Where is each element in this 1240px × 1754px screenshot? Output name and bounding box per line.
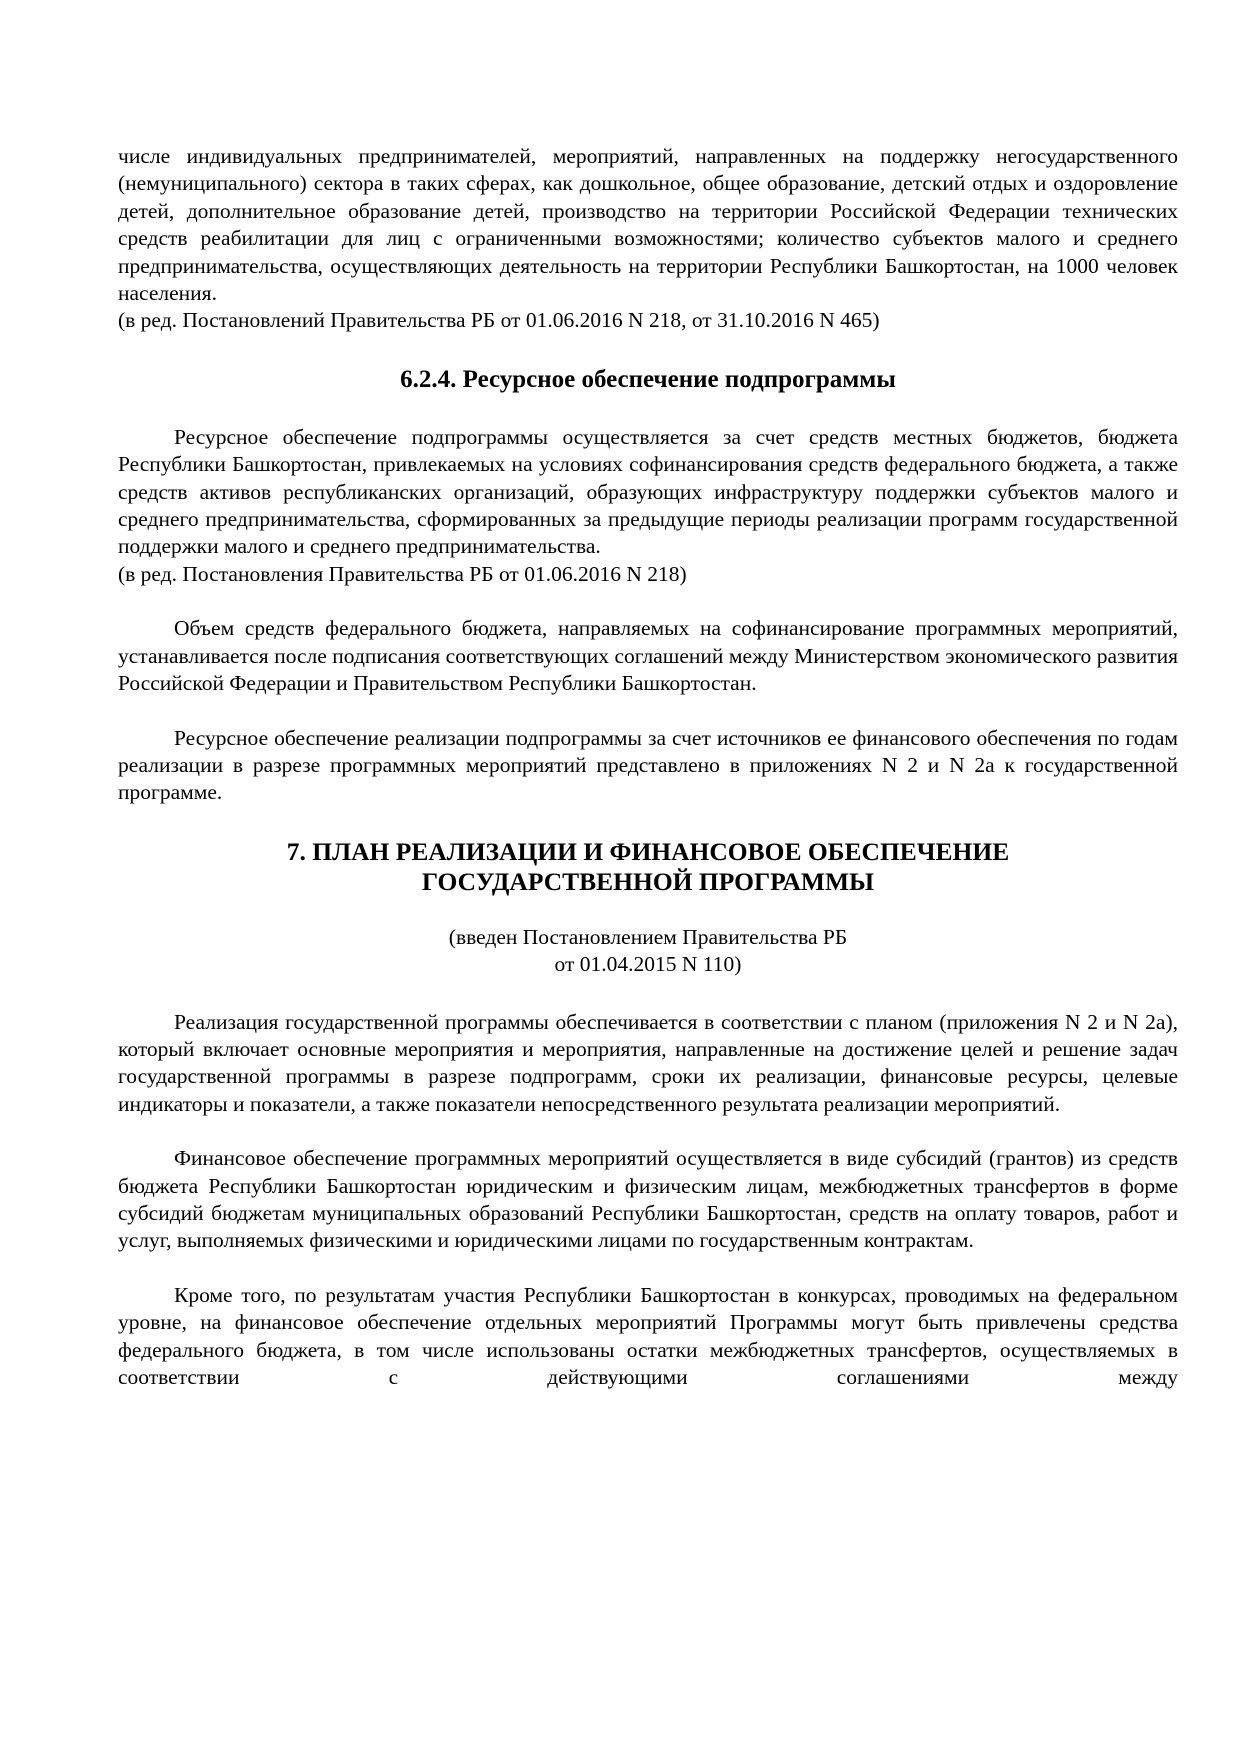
paragraph: Ресурсное обеспечение подпрограммы осуществляется за счет средств местных бюджетов, бюджета Республики Башкортостан, привлекаемых на условиях софинансирования средств федерального бюджета, а также средств активов республиканских организаций, образующих инфраструктуру поддержки субъектов малого и среднего предпринимательства, сформированных за предыдущие периоды реализации программ государственной поддержки малого и среднего предпринимательства. (118, 424, 1178, 559)
amendment-note: (в ред. Постановлений Правительства РБ от 01.06.2016 N 218, от 31.10.2016 N 465) (118, 308, 880, 333)
paragraph: Ресурсное обеспечение реализации подпрограммы за счет источников ее финансового обеспечения по годам реализации в разрезе программных мероприятий представлено в приложениях N 2 и N 2а к государственной программе. (118, 725, 1178, 805)
paragraph: Объем средств федерального бюджета, направляемых на софинансирование программных мероприятий, устанавливается после подписания соответствующих соглашений между Министерством экономического развития Российской Федерации и Правительством Республики Башкортостан. (118, 616, 1178, 696)
spacer (118, 335, 1178, 365)
spacer (118, 897, 1178, 924)
spacer (118, 1118, 1178, 1145)
introduced-note (118, 924, 1178, 979)
intro-paragraph: числе индивидуальных предпринимателей, мероприятий, направленных на поддержку негосударственного (немуниципального) сектора в таких сферах, как дошкольное, общее образование, детский отдых и оздоровление детей, дополнительное образование детей, производство на территории Российской Федерации технических средств реабилитации для лиц с ограниченными возможностями; количество субъектов малого и среднего предпринимательства, осуществляющих деятельность на территории Республики Башкортостан, на 1000 человек населения. (118, 144, 1178, 306)
paragraph: Финансовое обеспечение программных мероприятий осуществляется в виде субсидий (грантов) из средств бюджета Республики Башкортостан юридическим и физическим лицам, межбюджетных трансфертов в форме субсидий бюджетам муниципальных образований Республики Башкортостан, средств на оплату товаров, работ и услуг, выполняемых физическими и юридическими лицами по государственным контрактам. (118, 1146, 1178, 1253)
spacer (118, 588, 1178, 615)
section-heading-7-line-2: ГОСУДАРСТВЕННОЙ ПРОГРАММЫ (421, 866, 875, 896)
section-heading-7-line-1: 7. ПЛАН РЕАЛИЗАЦИИ И ФИНАНСОВОЕ ОБЕСПЕЧЕНИЕ (286, 836, 1010, 866)
spacer (118, 807, 1178, 837)
spacer (118, 698, 1178, 725)
spacer (118, 1255, 1178, 1282)
section-heading-7 (118, 837, 1178, 897)
paragraph: Реализация государственной программы обеспечивается в соответствии с планом (приложения N 2 и N 2а), который включает основные мероприятия и мероприятия, направленные на достижение целей и решение задач государственной программы в разрезе подпрограмм, сроки их реализации, финансовые ресурсы, целевые индикаторы и показатели, а также показатели непосредственного результата реализации мероприятий. (118, 1009, 1178, 1116)
paragraph: Кроме того, по результатам участия Республики Башкортостан в конкурсах, проводимых на федеральном уровне, на финансовое обеспечение отдельных мероприятий Программы могут быть привлечены средства федерального бюджета, в том числе использованы остатки межбюджетных трансфертов, осуществляемых в соответствии с действующими соглашениями между (118, 1282, 1178, 1389)
amendment-note: (в ред. Постановления Правительства РБ от 01.06.2016 N 218) (118, 561, 687, 586)
spacer (118, 395, 1178, 424)
introduced-note-line-1: (введен Постановлением Правительства РБ (448, 924, 848, 949)
spacer (118, 979, 1178, 1009)
section-heading-6-2-4: 6.2.4. Ресурсное обеспечение подпрограммы (400, 365, 896, 393)
introduced-note-line-2: от 01.04.2015 N 110) (554, 952, 742, 977)
document-page (118, 143, 1178, 1391)
